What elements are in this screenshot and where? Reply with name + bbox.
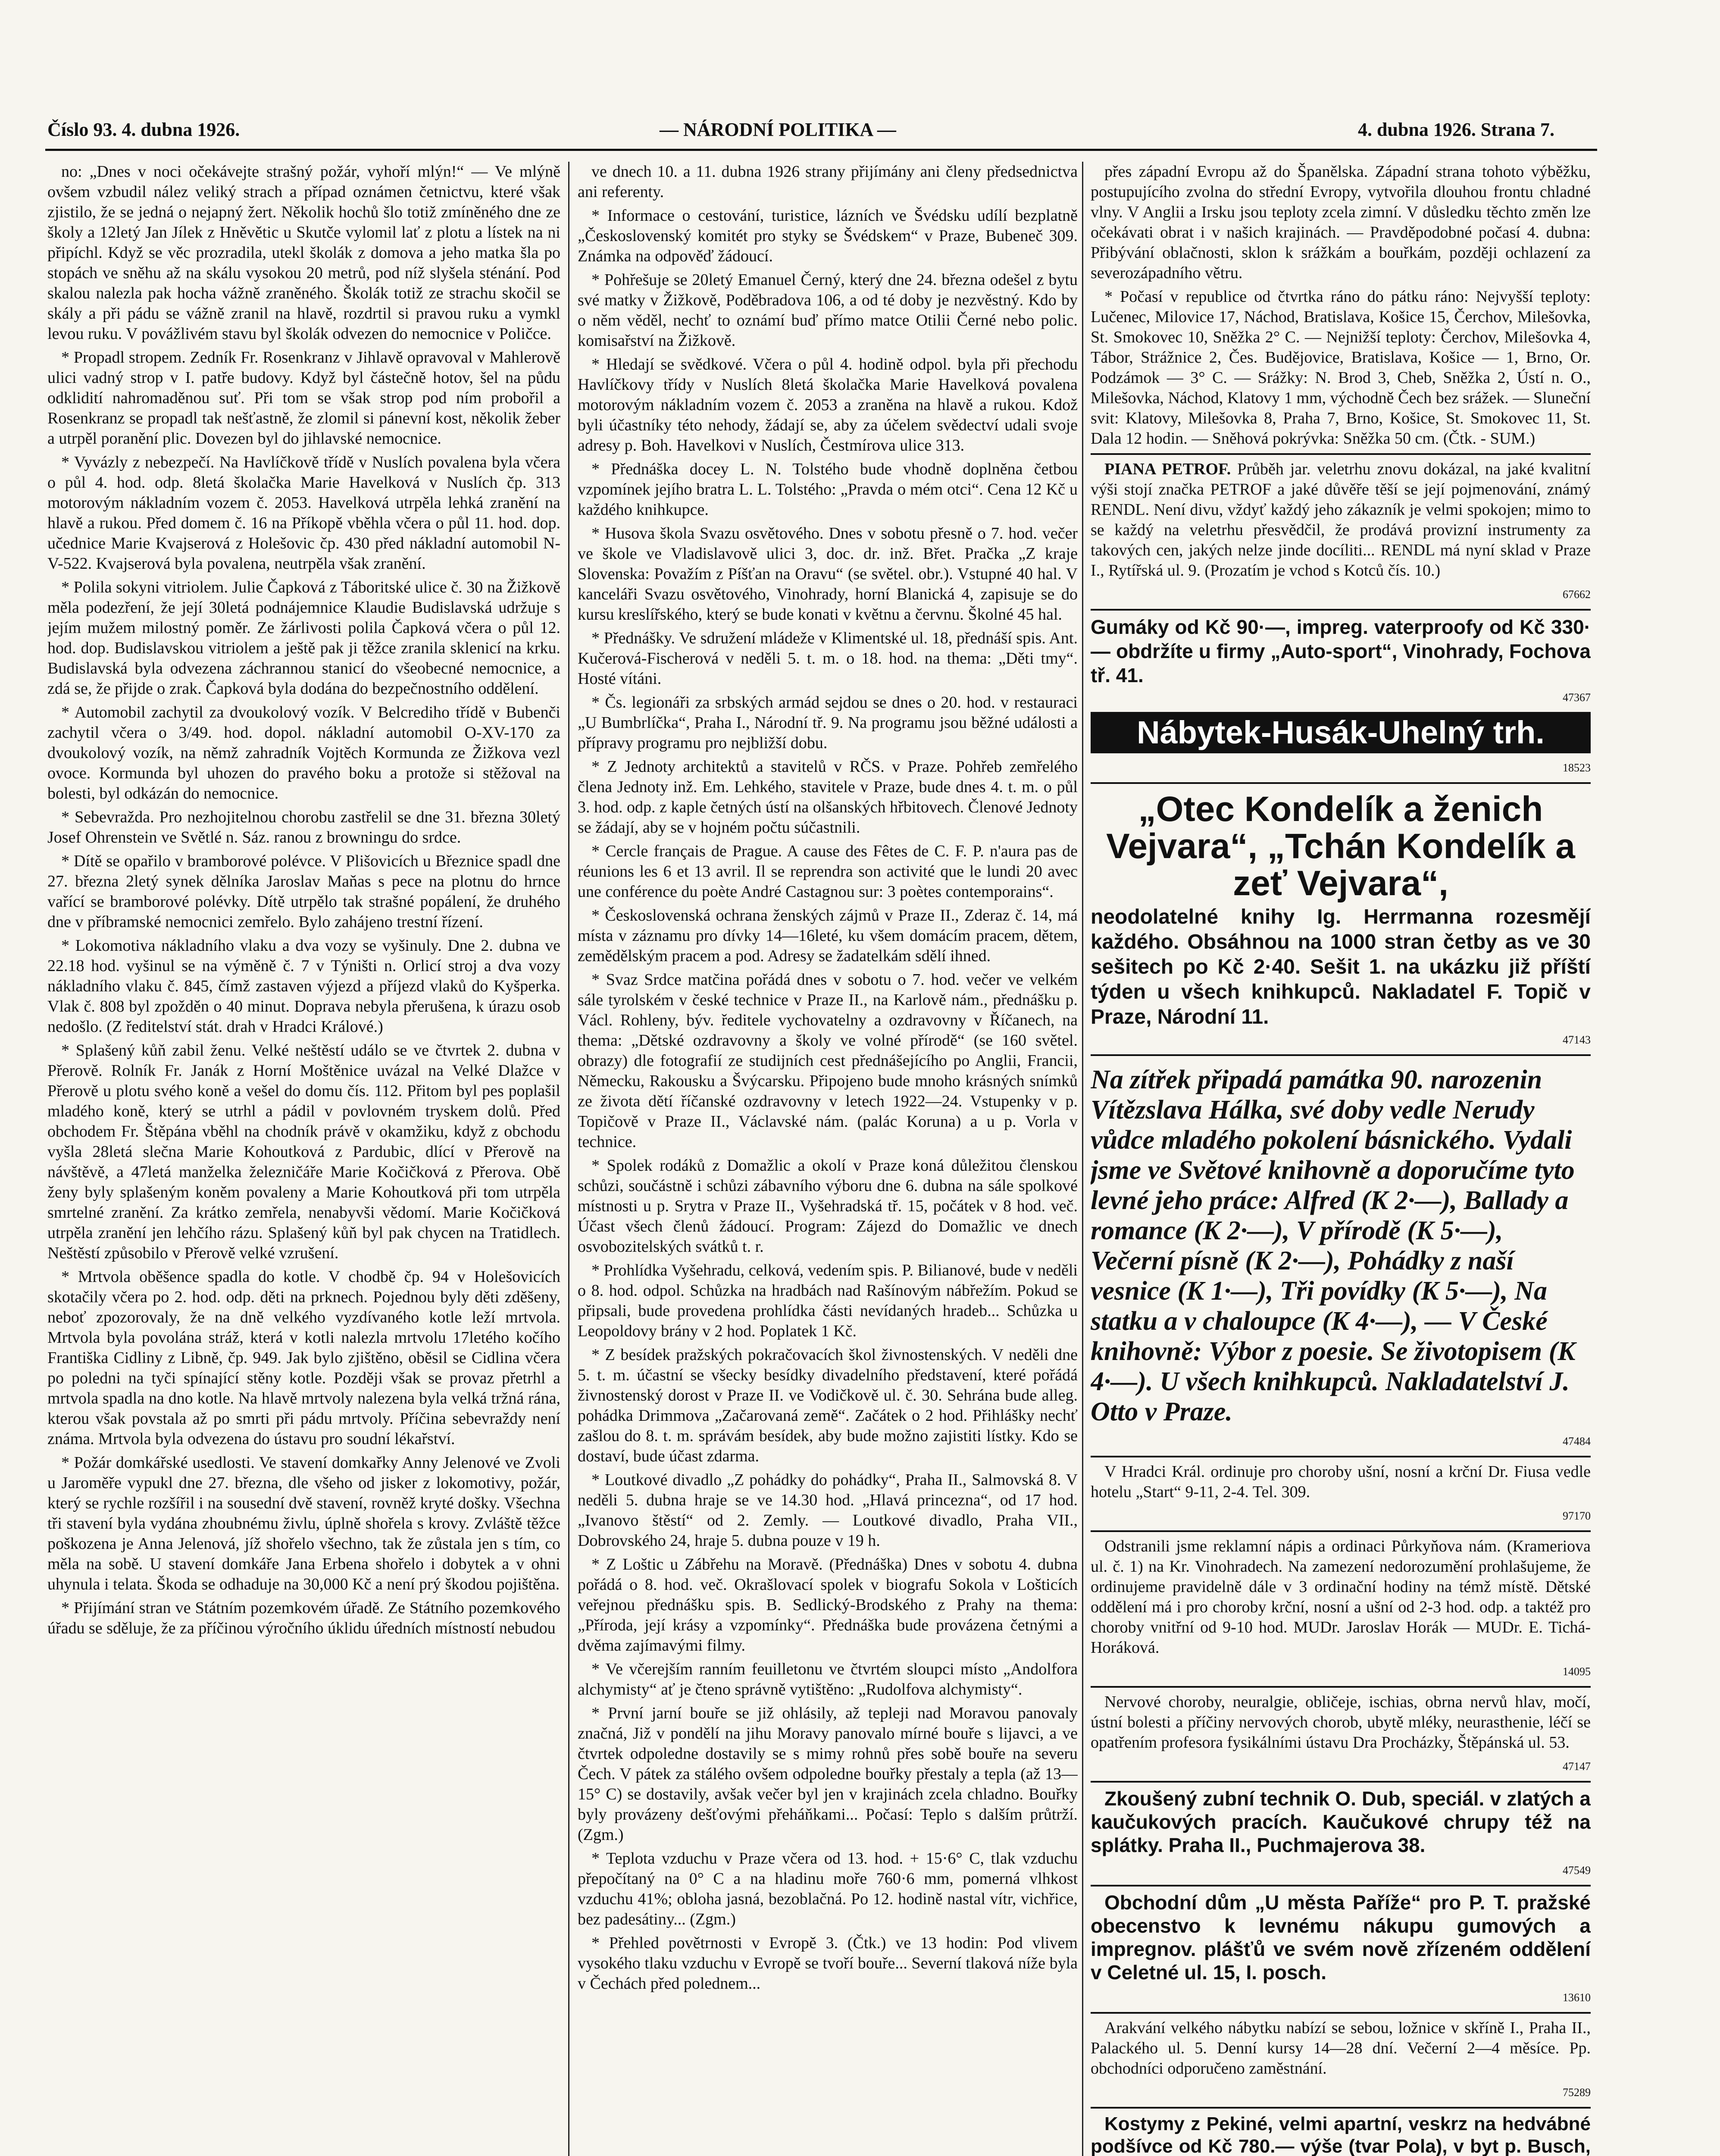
- article: * Požár domkářské usedlosti. Ve stavení domkařky Anny Jelenové ve Zvoli u Jaroměře vypukl dne 27. března, dle všeho od jisker z lokomotivy, požár, který se rychle rozšířil i na sousední dvě stavení, rovněž kryté došky. Všechna tři stavení byla vydána zhoubnému živlu, úplně shořela s krovy. Zvláště těžce poškozena je Anna Jelenová, jíž shořelo všechno, tak že zůstala jen s tím, co měla na sobě. U stavení domkáře Jana Erbena shořelo i dobytek a v ohni uhynula i telata. Škoda se odhaduje na 30,000 Kč a není prý škodou pojištěna.: [47, 1454, 560, 1593]
- ad-code: 13610: [1563, 1991, 1591, 2004]
- weather-report: přes západní Evropu až do Španělska. Západní strana tohoto výběžku, postupujícího zvolna do střední Evropy, vytvořila dlouhou frontu chladné vlny. V Anglii a Irsku jsou teploty zcela zimní. V důsledku těchto změn lze očekávati obrat i v našich krajinách. — Pravděpodobné počasí 4. dubna: Přibývání oblačnosti, sklon k srážkám a bouřkám, později ochlazení za severozápadního větru.: [1091, 163, 1591, 282]
- article: * Z Jednoty architektů a stavitelů v RČS. v Praze. Pohřeb zemřelého člena Jednoty inž. Em. Lehkého, stavitele v Praze, bude dnes 4. t. m. o půl 3. hod. odp. z kaple četných ústí na olšanských hřbitovech. Členové Jednoty se žádají, aby se v hojném počtu súčastnili.: [578, 758, 1078, 837]
- ad-piano-text: Průběh jar. veletrhu znovu dokázal, na jaké kvalitní výši stojí značka PETROF a jaké důvěře těší se její pojmenování, známý RENDL. Není divu, vždyť každý jeho zákazník je velmi spokojen; mimo to se každý na veletrhu přesvědčil, že prodává provizní instrumenty za takových cen, jakých nelze jinde docíliti... RENDL má nyní sklad v Praze I., Rytířská ul. 9. (Prozatím je vchod s Kotců čís. 10.): [1091, 460, 1591, 580]
- small-ad: [1091, 1530, 1591, 1682]
- article: * Lokomotiva nákladního vlaku a dva vozy se vyšinuly. Dne 2. dubna ve 22.18 hod. vyšinul se na výměně č. 7 v Týništi n. Orlicí stroj a dva vozy nákladního vlaku č. 845, čímž zastaven výjezd a příjezd vlaků do Kyšperka. Vlak č. 808 byl zpožděn o 40 minut. Doprava nebyla přerušena, k úrazu osob nedošlo. (Z ředitelství stát. drah v Hradci Králové.): [47, 937, 560, 1036]
- article: * Svaz Srdce matčina pořádá dnes v sobotu o 7. hod. večer ve velkém sále tyrolském v české technice v Praze II., na Karlově nám., přednášku p. Václ. Rohleny, býv. ředitele vychovatelny a ozdravovny v Říčanech, na thema: „Dětské ozdravovny a školy ve volné přírodě“ (se 160 světel. obrazy) dle fotografií ze studijních cest přednášejícího po Anglii, Francii, Německu, Rakousku a Švýcarsku. Připojeno bude mnoho krásných snímků ze života dětí říčanské ozdravovny v letech 1922—24. Vstupenky v p. Topičově v Praze II., Václavské nám. (palác Koruna) a u p. Vorla v technice.: [578, 971, 1078, 1151]
- small-ad-text: Odstranili jsme reklamní nápis a ordinaci Půrkyňova nám. (Krameriova ul. č. 1) na Kr. Vinohradech. Na zamezení nedorozumění prohlašujeme, že ordinujeme pravidelně dále v 3 ordinační hodiny na témž místě. Dětské oddělení má i pro choroby krční, nosní a ušní od 2-3 hod. odp. a taktéž pro choroby vnitřní od 9-10 hod. MUDr. Jaroslav Horák — MUDr. E. Tichá-Horáková.: [1091, 1537, 1591, 1657]
- ad-piano-title: PIANA PETROF.: [1104, 460, 1231, 478]
- article: * Mrtvola oběšence spadla do kotle. V chodbě čp. 94 v Holešovicích skotačily včera po 2. hod. odp. děti na prknech. Pojednou byly děti zděšeny, neboť zpozorovaly, že na dně velkého vyzdívaného kotle leží mrtvola. Mrtvola byla povolána stráž, která v kotli nalezla mrtvolu 17letého kočího Františka Cidliny z Libně, čp. 949. Jak bylo zjištěno, oběsil se Cidlina včera po poledni na tyči spínající stěny kotle. Později však se provaz přetrhl a mrtvola spadla na dno kotle. Na hlavě mrtvoly nalezena byla velká tržná rána, kterou však povstala až po smrti při pádu mrtvoly. Příčina sebevraždy není známa. Mrtvola byla odvezena do ústavu pro soudní lékařství.: [47, 1268, 560, 1448]
- article: * Přijímání stran ve Státním pozemkovém úřadě. Ze Státního pozemkového úřadu se sděluje, že za příčinou výročního úklidu úředních místností nebudou: [47, 1599, 560, 1637]
- ad-kondelik-text: neodolatelné knihy Ig. Herrmanna rozesmějí každého. Obsáhnou na 1000 stran četby as ve 30 sešitech po Kč 2·40. Sešit 1. na ukázku již příští týden u všech knihkupců. Nakladatel F. Topič v Praze, Národní 11.: [1091, 906, 1591, 1028]
- ad-code: 14095: [1563, 1665, 1591, 1678]
- article: * Z Loštic u Zábřehu na Moravě. (Přednáška) Dnes v sobotu 4. dubna pořádá o 8. hod. več. Okrašlovací spolek v biografu Sokola v Lošticích veřejnou přednášku spis. B. Sedlický-Brodského z Prahy na thema: „Příroda, její krásy a vzpomínky“. Přednáška bude provázena četnými a dvěma zajímavými filmy.: [578, 1555, 1078, 1655]
- article: * Pohřešuje se 20letý Emanuel Černý, který dne 24. března odešel z bytu své matky v Žižkově, Poděbradova 106, a od té doby je nezvěstný. Kdo by o něm věděl, nechť to oznámí buď přímo matce Otilii Černé nebo polic. komisařství na Žižkově.: [578, 271, 1078, 350]
- article: * Loutkové divadlo „Z pohádky do pohádky“, Praha II., Salmovská 8. V neděli 5. dubna hraje se ve 14.30 hod. „Hlavá princezna“, od 17 hod. „Ivanovo štěstí“ od 2. Zemly. — Loutkové divadlo, Praha VII., Dobrovského 24, hraje 5. dubna pouze v 19 h.: [578, 1471, 1078, 1550]
- column-3: [1091, 162, 1591, 2156]
- small-ad: [1091, 1686, 1591, 1777]
- article: no: „Dnes v noci očekávejte strašný požár, vyhoří mlýn!“ — Ve mlýně ovšem vzbudil nález veliký strach a případ oznámen četnictvu, které však zjistilo, že se jedná o nejapný žert. Několik hochů šlo totiž zmíněného dne ze školy a 12letý Jan Jílek z Hněvětic u Skutče vylomil lať z plotu a lístek na ni připíchl. Když se věc prozradila, utekl školák z domova a jeho matka šla po stopách ve sněhu až na skálu vysokou 20 metrů, pod níž slyšela sténání. Pod skalou nalezla pak hocha vážně zraněného. Školák totiž ze strachu skočil se skály a při pádu se vážně zranil na hlavě, rozdrtil si pravou ruku a vymkl levou ruku. V povážlivém stavu byl školák odvezen do nemocnice v Poličce.: [47, 163, 560, 343]
- ad-code: 97170: [1563, 1510, 1591, 1522]
- issue-number: Číslo 93. 4. dubna 1926.: [47, 119, 240, 140]
- small-ad-text: Kostymy z Pekiné, velmi apartní, veskrz na hedvábné podšívce od Kč 780.— výše (tvar Pola), v byt p. Busch,: [1091, 2113, 1591, 2156]
- column-divider: [1082, 162, 1083, 2156]
- article: * Československá ochrana ženských zájmů v Praze II., Zderaz č. 14, má místa v záznamu pro dívky 14—16leté, ku všem domácím pracem, dětem, zemědělským pracem a pod. Adresy se žadatelkám sdělí ihned.: [578, 906, 1078, 965]
- article: * Automobil zachytil za dvoukolový vozík. V Belcrediho třídě v Bubenči zachytil včera o 3/49. hod. dopol. nákladní automobil O-XV-170 za dvoukolový vozík, na němž zahradník Vojtěch Kormunda ze Žižkova vezl ovoce. Kormunda byl uhozen do pravého boku a protože si stěžoval na bolesti, byl odkázán do nemocnice.: [47, 703, 560, 802]
- small-ad-text: Nervové choroby, neuralgie, obličeje, ischias, obrna nervů hlav, močí, ústní bolesti a příčiny nervových chorob, ubytě mléky, neurasthenie, léčí se opatřením profesora fysikálními ústavu Dra Procházky, Štěpánská ul. 53.: [1091, 1693, 1591, 1752]
- article: * Přehled povětrnosti v Evropě 3. (Čtk.) ve 13 hodin: Pod vlivem vysokého tlaku vzduchu v Evropě se tvoří bouře... Severní tlaková níže byla v Čechách před polednem...: [578, 1934, 1078, 1993]
- ad-code: 47367: [1563, 691, 1591, 704]
- ad-gumaky: [1091, 609, 1591, 708]
- article: * Čs. legionáři za srbských armád sejdou se dnes o 20. hod. v restauraci „U Bumbrlíčka“, Praha I., Národní tř. 9. Na programu jsou běžné události a přípravy programu pro nejbližší dobu.: [578, 693, 1078, 752]
- article: * Sebevražda. Pro nezhojitelnou chorobu zastřelil se dne 31. března 30letý Josef Ohrenstein ve Světlé n. Sáz. ranou z browningu do srdce.: [47, 808, 560, 846]
- column-divider: [568, 162, 569, 2156]
- small-ad: [1091, 2107, 1591, 2156]
- small-ad-text: V Hradci Král. ordinuje pro choroby ušní, nosní a krční Dr. Fiusa vedle hotelu „Start“ 9-11, 2-4. Tel. 309.: [1091, 1463, 1591, 1501]
- ad-gumaky-text: Gumáky od Kč 90·—, impreg. vaterproofy od Kč 330·— obdržíte u firmy „Auto-sport“, Vinohrady, Fochova tř. 41.: [1091, 616, 1591, 686]
- article: * Hledají se svědkové. Včera o půl 4. hodině odpol. byla při přechodu Havlíčkovy třídy v Nuslích 8letá školačka Marie Havelková povalena motorovým nákladním vozem č. 2053 a zraněna na hlavě a rukou. Kdož byli účastníky této nehody, žádají se, aby za účelem svědectví udali svoje adresy p. Boh. Havelkovi v Nuslích, Čestmírova ulice 313.: [578, 355, 1078, 454]
- article: * Splašený kůň zabil ženu. Velké neštěstí událo se ve čtvrtek 2. dubna v Přerově. Rolník Fr. Janák z Horní Moštěnice uvázal na Velké Dlažce v Přerově u plotu svého koně a vešel do domu čís. 112. Přitom byl pes poplašil mladého koně, který se utrhl a pádil v povlovném tryskem dolů. Před obchodem Fr. Štěpána vběhl na chodník právě v okamžiku, když z obchodu vyšla 28letá slečna Marie Kohoutková z Pardubic, dlící v Přerově na návštěvě, a 47letá manželka železničáře Marie Kočičková z Přerova. Obě ženy byly splašeným koněm povaleny a Marie Kohoutková při tom utrpěla smrtelné zranění. Za krátko zemřela, nenabyvši vědomí. Marie Kočičková utrpěla zranění jen lehčího rázu. Splašený kůň byl pak chycen na Tratidlech. Neštěstí způsobilo v Přerově velké vzrušení.: [47, 1041, 560, 1262]
- article: * Vyvázly z nebezpečí. Na Havlíčkově třídě v Nuslích povalena byla včera o půl 4. hod. odp. 8letá školačka Marie Havelková v Nuslích čp. 313 motorovým nákladním vozem č. 2053. Havelková utrpěla lehká zranění na hlavě a rukou. Před domem č. 16 na Příkopě vběhla včera o půl 11. hod. dop. učednice Marie Kvajserová z Holešovic čp. 430 před nákladní automobil N-V-522. Kvajserová byla povalena, neutrpěla však zranění.: [47, 453, 560, 573]
- small-ad: [1091, 1781, 1591, 1880]
- article: * Cercle français de Prague. A cause des Fêtes de C. F. P. n'aura pas de réunions les 6 et 13 avril. Il se reprendra son activité que le lundi 20 avec une conférence du poète André Castagnou sur: 3 poètes contemporains“.: [578, 842, 1078, 901]
- ad-piano: [1091, 453, 1591, 605]
- column-1: [47, 162, 560, 2156]
- small-ad: [1091, 1456, 1591, 1526]
- ad-code: 47147: [1563, 1760, 1591, 1773]
- masthead: — NÁRODNÍ POLITIKA —: [660, 119, 896, 140]
- ad-code: 18523: [1563, 761, 1591, 774]
- article: * Spolek rodáků z Domažlic a okolí v Praze koná důležitou členskou schůzi, součástně i schůzi zábavního výboru dne 6. dubna na sále spolkové místnosti u p. Srytra v Praze II., Vyšehradská tř. 15, počátek v 8 hod. več. Účast všech členů žádoucí. Program: Zájezd do Domažlic ve dnech osvobozitelských svátků t. r.: [578, 1156, 1078, 1256]
- article: * Přednáška docey L. N. Tolstého bude vhodně doplněna četbou vzpomínek jejího bratra L. L. Tolstého: „Pravda o mém otci“. Cena 12 Kč u každého knihkupce.: [578, 460, 1078, 519]
- ad-kondelik-title: „Otec Kondelík a ženich Vejvara“, „Tchán Kondelík a zeť Vejvara“,: [1106, 790, 1575, 903]
- article: * Prohlídka Vyšehradu, celková, vedením spis. P. Bilianové, bude v neděli o 8. hod. odpol. Schůzka na hradbách nad Rašínovým nábřežím. Pokud se připsali, bude provedena prohlídka části nevídaných hradeb... Schůzka u Leopoldovy brány v 2 hod. Poplatek 1 Kč.: [578, 1261, 1078, 1340]
- article: * Přednášky. Ve sdružení mládeže v Klimentské ul. 18, přednáší spis. Ant. Kučerová-Fischerová v neděli 5. t. m. o 18. hod. na thema: „Děti tmy“. Hosté vítáni.: [578, 629, 1078, 688]
- small-ad: [1091, 1885, 1591, 2008]
- ad-code: 67662: [1563, 588, 1591, 601]
- article: ve dnech 10. a 11. dubna 1926 strany přijímány ani členy předsednictva ani referenty.: [578, 163, 1078, 201]
- ad-halek: [1091, 1054, 1591, 1451]
- small-ad-text: Arakvání velkého nábytku nabízí se sebou, ložnice v skříně I., Praha II., Palackého ul. 5. Denní kursy 14—28 dní. Večerní 2—4 měsíce. Pp. obchodníci odporučeno zaměstnání.: [1091, 2019, 1591, 2078]
- ad-code: 75289: [1563, 2086, 1591, 2099]
- small-ad: [1091, 2012, 1591, 2103]
- page-header: [47, 119, 1599, 149]
- ad-code: 47549: [1563, 1864, 1591, 1877]
- article: * Z besídek pražských pokračovacích škol živnostenských. V neděli dne 5. t. m. účastní se všecky besídky divadelního představení, které pořádá živnostenský dorost v Praze II. ve Vodičkově ul. č. 30. Sehrána bude alleg. pohádka Drimmova „Začarovaná země“. Začátek o 2 hod. Přihlášky nechť zašlou do 8. t. m. správám besídek, aby bude možno zajistiti lístky. Kdo se dostaví, bude účast zdarma.: [578, 1346, 1078, 1465]
- header-rule: [45, 149, 1597, 151]
- column-2: [578, 162, 1078, 2156]
- ad-halek-text: Na zítřek připadá památka 90. narozenin Vítězslava Hálka, své doby vedle Nerudy vůdce mladého pokolení básnického. Vydali jsme ve Světové knihovně a doporučíme tyto levné jeho práce: Alfred (K 2·—), Ballady a romance (K 2·—), V přírodě (K 5·—), Večerní písně (K 2·—), Pohádky z naší vesnice (K 1·—), Tři povídky (K 5·—), Na statku a v chaloupce (K 4·—), — V České knihovně: Výbor z poesie. Se životopisem (K 4·—). U všech knihkupců. Nakladatelství J. Otto v Praze.: [1091, 1065, 1576, 1426]
- article: * Dítě se opařilo v bramborové polévce. V Plišovicích u Březnice spadl dne 27. března 2letý synek dělníka Jaroslav Maňas s pece na plotnu do hrnce vařící se bramborové polévky. Dítě utrpělo tak strašné popálení, že druhého dne v příbramské nemocnici zemřelo. Bylo zahájeno trestní řízení.: [47, 852, 560, 931]
- small-ad-text: Obchodní dům „U města Paříže“ pro P. T. pražské obecenstvo k levnému nákupu gumových a impregnov. plášťů ve svém nově zřízeném oddělení v Celetné ul. 15, I. posch.: [1091, 1891, 1591, 1984]
- article: * Teplota vzduchu v Praze včera od 13. hod. + 15·6° C, tlak vzduchu přepočítaný na 0° C a na hladinu moře 760·6 mm, pomerná vlhkost vzduchu 41%; obloha jasná, bezoblačná. Po 12. hodině nastal vítr, vichřice, bez padesátiny... (Zgm.): [578, 1849, 1078, 1928]
- article: * Propadl stropem. Zedník Fr. Rosenkranz v Jihlavě opravoval v Mahlerově ulici vadný strop v I. patře budovy. Když byl částečně hotov, šel na půdu odklidití nahromaděnou suť. Při tom se však strop pod ním probořil a Rosenkranz se propadl tak nešťastně, že zlomil si pánevní kost, několik žeber a utrpěl poranění plic. Dovezen byl do jihlavské nemocnice.: [47, 348, 560, 448]
- article: * Husova škola Svazu osvětového. Dnes v sobotu přesně o 7. hod. večer ve škole ve Vladislavově ulici 3, doc. dr. inž. Břet. Pračka „Z kraje Slovenska: Považím z Píšťan na Oravu“ (se světel. obr.). Vstupné 40 hal. V kanceláři Svazu osvětového, Vinohrady, horní Blanická 4, zapisuje se do kursu kreslířského, který se bude konati v květnu a červnu. Školné 45 hal.: [578, 524, 1078, 624]
- weather-report: * Počasí v republice od čtvrtka ráno do pátku ráno: Nejvyšší teploty: Lučenec, Milovice 17, Náchod, Bratislava, Košice 15, Čerchov, Milešovka, St. Smokovec 10, Sněžka 2° C. — Nejnižší teploty: Čerchov, Milešovka 4, Tábor, Strážnice 2, Čes. Budějovice, Bratislava, Košice — 1, Brno, Or. Podzámok — 3° C. — Srážky: N. Brod 3, Cheb, Sněžka 2, Ústí n. O., Milešovka, Náchod, Klatovy 1 mm, východně Čech bez srážek. — Sluneční svit: Klatovy, Milešovka 8, Praha 7, Brno, Košice, St. Smokovec 11, St. Dala 12 hodin. — Sněhová pokrývka: Sněžka 50 cm. (Čtk. - SUM.): [1091, 288, 1591, 448]
- article: * Polila sokyni vitriolem. Julie Čapková z Táboritské ulice č. 30 na Žižkově měla podezření, že její 30letá podnájemnice Klaudie Budislavská udržuje s jejím mužem milostný poměr. Ze žárlivosti polila Čapková včera o půl 12. hod. dop. Budislavskou vitriolem a ještě pak ji těžce zranila sklenicí na krku. Budislavská byla odvezena záchrannou stanicí do všeobecné nemocnice, a zdá se, že přijde o zrak. Čapková byla dodána do bezpečnostního oddělení.: [47, 578, 560, 698]
- ad-code: 47484: [1563, 1435, 1591, 1448]
- ad-code: 47143: [1563, 1034, 1591, 1046]
- article: * Ve včerejším ranním feuilletonu ve čtvrtém sloupci místo „Andolfora alchymisty“ ať je čteno správně vytištěno: „Rudolfova alchymisty“.: [578, 1660, 1078, 1698]
- small-ad-text: Zkoušený zubní technik O. Dub, speciál. v zlatých a kaučukových pracích. Kaučukové chrupy též na splátky. Praha II., Puchmajerova 38.: [1091, 1787, 1591, 1856]
- article: * Informace o cestování, turistice, lázních ve Švédsku udílí bezplatně „Československý komitét pro styky se Švédskem“ v Praze, Bubeneč 309. Známka na odpověď žádoucí.: [578, 207, 1078, 265]
- article: * První jarní bouře se již ohlásily, až tepleji nad Moravou panovaly značná, Již v pondělí na jihu Moravy panovalo mírné bouře s lijavci, a ve čtvrtek odpoledne dostavily se s mimy rohnů přes sobě bouře na severu Čech. V pátek za stálého ovšem odpoledne bouřky přestaly a tepla (až 13—15° C) se dostavily, avšak večer byl jen v krajinách zcela chladno. Bouřky byly provázeny dešťovými přeháňkami... Počasí: Teplo s dalším průtrží. (Zgm.): [578, 1704, 1078, 1844]
- page-date: 4. dubna 1926. Strana 7.: [1358, 119, 1555, 140]
- ad-kondelik: [1091, 782, 1591, 1050]
- ad-nabytek: Nábytek-Husák-Uhelný trh.: [1091, 712, 1591, 753]
